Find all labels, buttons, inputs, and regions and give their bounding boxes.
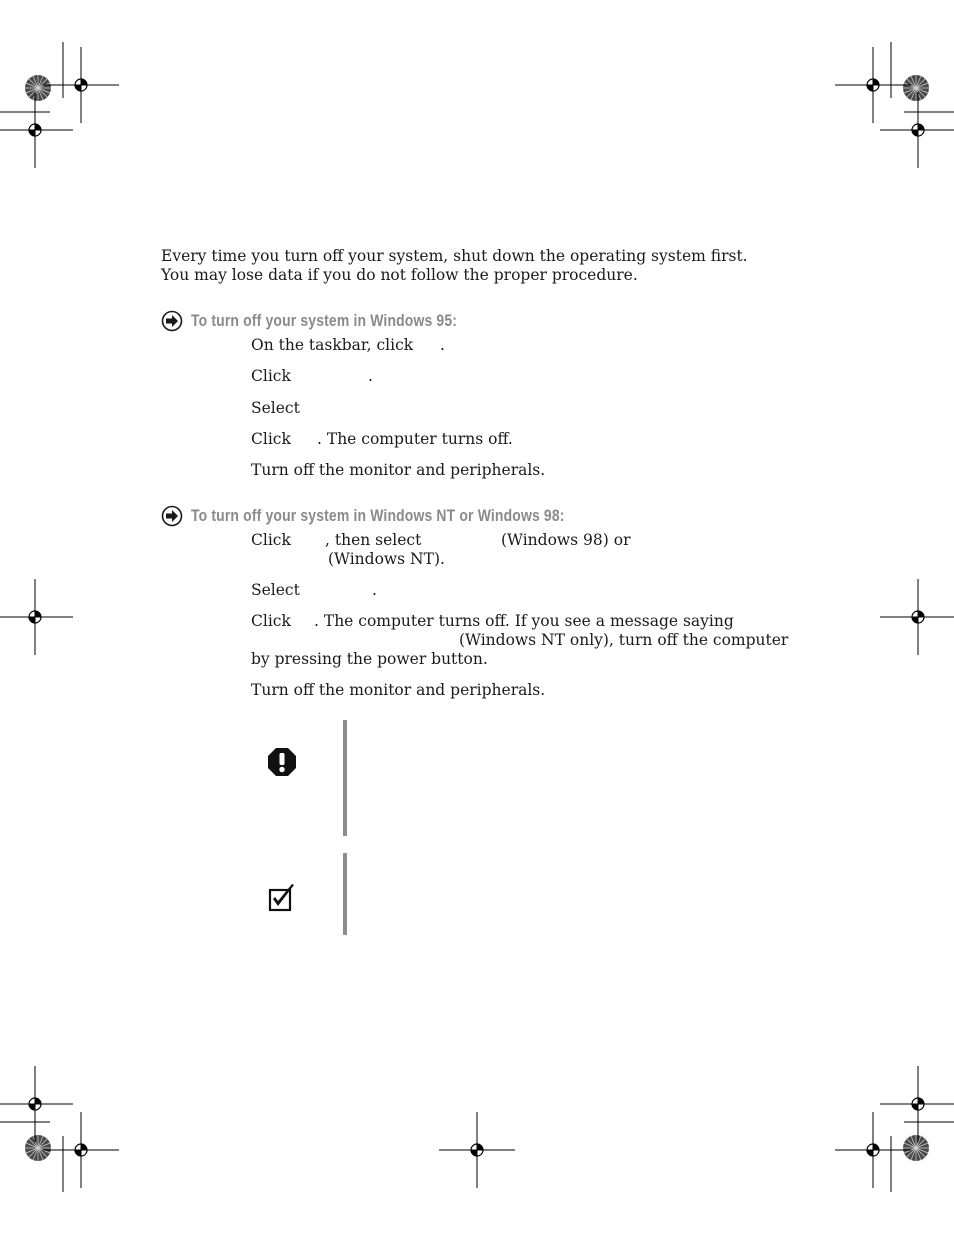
win95-step-3: Select — [251, 399, 300, 417]
arrow-right-icon — [161, 310, 183, 332]
reg-cross-top-left-1 — [43, 47, 119, 123]
reg-cross-bottom-right-2 — [835, 1112, 911, 1188]
reg-cross-mid-left — [0, 579, 73, 655]
intro-line-1: Every time you turn off your system, shut down the operating system first. — [161, 247, 748, 265]
reg-cross-mid-right — [880, 579, 954, 655]
winnt98-step-2: Select — [251, 581, 300, 599]
winnt98-step-3-b: . The computer turns off. If you see a message saying — [314, 612, 734, 630]
win95-step-1-text: On the taskbar, click — [251, 336, 414, 354]
reg-cross-bottom-left-1 — [0, 1066, 73, 1142]
winnt98-step-3-a: Click — [251, 612, 291, 630]
checkmark-icon — [268, 884, 296, 912]
win95-step-2-period: . — [368, 367, 373, 385]
winnt98-step-1-b: , then select — [325, 531, 422, 549]
reg-cross-bottom-right-1 — [880, 1066, 954, 1142]
warning-rule — [343, 720, 347, 836]
win95-step-5: Turn off the monitor and peripherals. — [251, 461, 546, 479]
reg-cross-top-left-2 — [0, 92, 73, 168]
win95-step-4-rest: . The computer turns off. — [317, 430, 513, 448]
warning-icon — [267, 747, 297, 777]
win95-heading: To turn off your system in Windows 95: — [191, 311, 458, 330]
intro-paragraph — [161, 247, 748, 285]
winnt98-step-3-c: (Windows NT only), turn off the computer — [459, 631, 789, 649]
winnt98-step-1-c: (Windows 98) or — [501, 531, 631, 549]
reg-star-bottom-left — [25, 1135, 51, 1161]
arrow-right-icon — [161, 505, 183, 527]
intro-line-2: You may lose data if you do not follow the proper procedure. — [161, 266, 638, 284]
winnt98-step-1-a: Click — [251, 531, 291, 549]
reg-star-bottom-right — [903, 1135, 929, 1161]
win95-step-4: Click — [251, 430, 291, 448]
reg-star-top-left — [25, 75, 51, 101]
win95-step-1-period: . — [440, 336, 445, 354]
reg-cross-bottom-center — [439, 1112, 515, 1188]
winnt98-heading: To turn off your system in Windows NT or Windows 98: — [191, 506, 565, 525]
reg-star-top-right — [903, 75, 929, 101]
winnt98-step-2-period: . — [372, 581, 377, 599]
win95-step-1 — [251, 336, 413, 355]
winnt98-step-4: Turn off the monitor and peripherals. — [251, 681, 546, 699]
winnt98-step-1-d: (Windows NT). — [328, 550, 445, 568]
win95-step-2: Click — [251, 367, 291, 385]
winnt98-step-3-d: by pressing the power button. — [251, 650, 488, 668]
reg-cross-top-right-2 — [880, 92, 954, 168]
reg-cross-top-right-1 — [835, 47, 911, 123]
reg-cross-bottom-left-2 — [43, 1112, 119, 1188]
tip-rule — [343, 853, 347, 935]
